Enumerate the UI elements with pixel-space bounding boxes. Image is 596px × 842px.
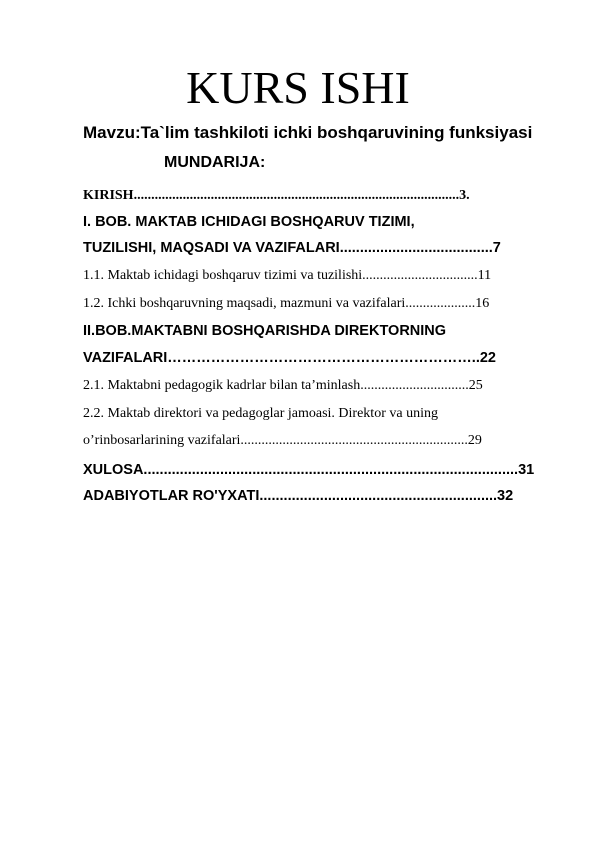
toc-entry-2-2-line2: o’rinbosarlarining vazifalari.................................................................29 bbox=[83, 433, 482, 448]
toc-entry-1-1: 1.1. Maktab ichidagi boshqaruv tizimi va tuzilishi.................................11 bbox=[83, 268, 492, 283]
toc-heading: MUNDARIJA: bbox=[164, 154, 266, 171]
toc-entry-kirish bbox=[83, 187, 470, 205]
toc-entry-2-2-line1: 2.2. Maktab direktori va pedagoglar jamoasi. Direktor va uning bbox=[83, 406, 438, 421]
document-title: KURS ISHI bbox=[186, 62, 410, 113]
toc-entry-adabiyotlar: ADABIYOTLAR RO'YXATI...........................................................32 bbox=[83, 488, 514, 504]
toc-entry-chapter2-line1: II.BOB.MAKTABNI BOSHQARISHDA DIREKTORNING bbox=[83, 323, 447, 339]
toc-entry-chapter1-line1: I. BOB. MAKTAB ICHIDAGI BOSHQARUV TIZIMI, bbox=[83, 214, 415, 230]
topic-line: Mavzu:Ta`lim tashkiloti ichki boshqaruvining funksiyasi bbox=[83, 123, 533, 142]
toc-entry-xulosa: XULOSA.............................................................................................31 bbox=[83, 462, 535, 478]
toc-entry-chapter1-line2: TUZILISHI, MAQSADI VA VAZIFALARI......................................7 bbox=[83, 240, 501, 256]
toc-entry-2-1: 2.1. Maktabni pedagogik kadrlar bilan ta’minlash...............................25 bbox=[83, 378, 483, 393]
toc-entry-text: KIRISH.............................................................................................3. bbox=[83, 188, 470, 203]
toc-entry-chapter2-line2: VAZIFALARI………………………………………………………..22 bbox=[83, 350, 496, 366]
toc-entry-1-2: 1.2. Ichki boshqaruvning maqsadi, mazmuni va vazifalari....................16 bbox=[83, 296, 490, 311]
